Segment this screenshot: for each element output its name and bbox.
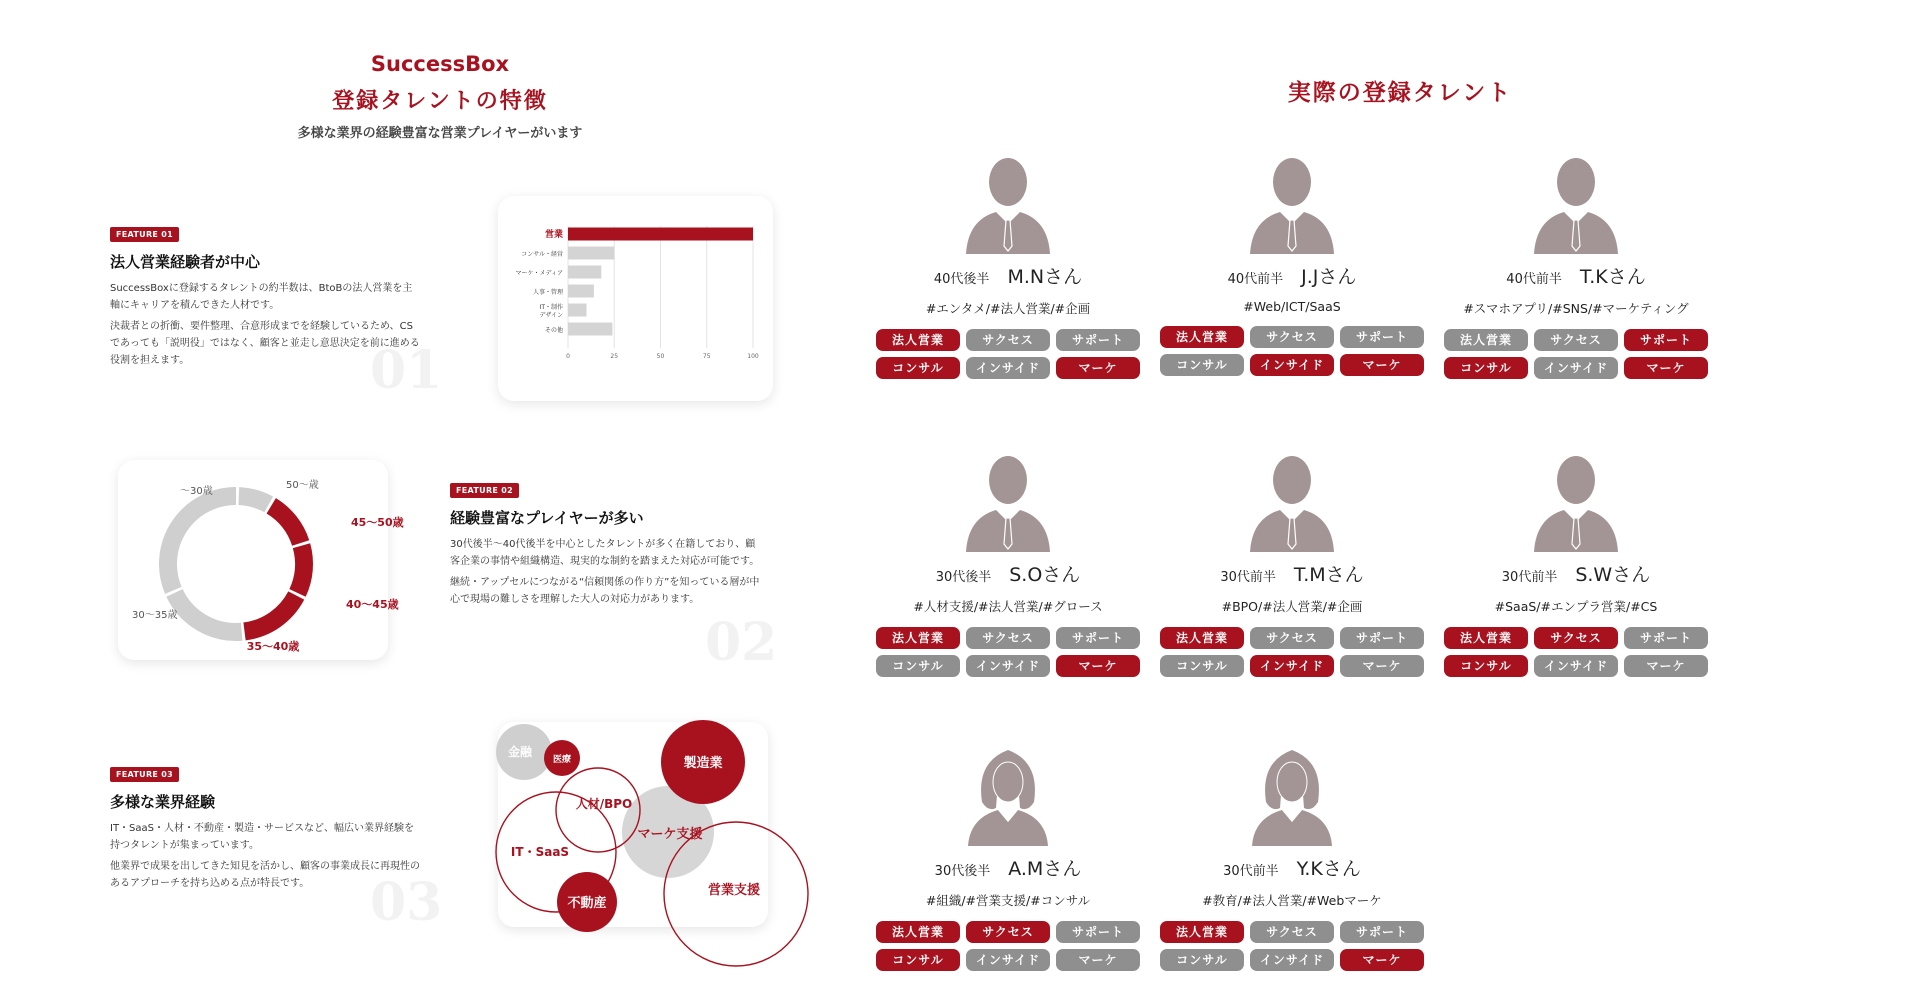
- skill-badges: [868, 329, 1148, 379]
- skill-badge: サクセス: [966, 921, 1050, 943]
- slice-label: 30〜35歳: [132, 610, 178, 621]
- feature-badge: FEATURE 03: [110, 767, 179, 782]
- category-label: コンサル・経営: [521, 251, 563, 258]
- talent-age: 30代前半: [1501, 570, 1558, 585]
- bubble-label: 人材/BPO: [575, 797, 633, 811]
- talent-name: J.Jさん: [1301, 266, 1357, 288]
- feature-number: 01: [370, 340, 443, 401]
- feature-text: 他業界で成果を出してきた知見を活かし、顧客の事業成長に再現性のあるアプローチを持ち込める点が特長です。: [110, 861, 420, 889]
- feature-title: 法人営業経験者が中心: [110, 253, 261, 271]
- skill-badge: 法人営業: [876, 627, 960, 649]
- talent-card: [868, 448, 1148, 677]
- skill-badge: サポート: [1340, 326, 1424, 348]
- bar: [568, 247, 614, 260]
- talent-age: 40代前半: [1227, 272, 1284, 287]
- feature-text: IT・SaaS・人材・不動産・製造・サービスなど、幅広い業界経験を持つタレントが集まっています。: [110, 823, 415, 851]
- donut-slice: [239, 496, 269, 504]
- talent-heading: [1152, 560, 1432, 587]
- skill-badge: マーケ: [1624, 357, 1708, 379]
- person-avatar-icon: [1242, 448, 1342, 552]
- skill-badge: 法人営業: [1444, 329, 1528, 351]
- x-tick-label: 25: [610, 353, 619, 360]
- skill-badge: サポート: [1624, 329, 1708, 351]
- section-title: 登録タレントの特徴: [332, 89, 548, 114]
- person-avatar-icon: [958, 150, 1058, 254]
- skill-badge: インサイド: [966, 357, 1050, 379]
- talent-tags: #教育/#法人営業/#Webマーケ: [1202, 893, 1382, 908]
- skill-badge: サポート: [1340, 921, 1424, 943]
- skill-badges: [868, 627, 1148, 677]
- slice-label: 50〜歳: [286, 480, 319, 491]
- avatar: [1152, 150, 1432, 262]
- category-label: デザイン: [539, 312, 563, 319]
- avatar: [868, 150, 1148, 262]
- bar: [568, 285, 594, 298]
- skill-badge: 法人営業: [1444, 627, 1528, 649]
- age-donut-chart: [118, 460, 404, 660]
- feature-number: 02: [705, 612, 778, 673]
- talent-tags: #スマホアプリ/#SNS/#マーケティング: [1463, 301, 1689, 316]
- donut-slice: [271, 506, 300, 543]
- skill-badge: コンサル: [1160, 655, 1244, 677]
- skill-badge: インサイド: [1534, 357, 1618, 379]
- person-avatar-icon: [1242, 150, 1342, 254]
- category-label: その他: [544, 327, 563, 334]
- skill-badge: サクセス: [1250, 921, 1334, 943]
- donut-slice: [174, 593, 241, 632]
- talents-title: 実際の登録タレント: [1287, 80, 1513, 106]
- person-avatar-icon: [1242, 742, 1342, 846]
- talent-name: A.Mさん: [1008, 858, 1082, 880]
- talent-heading: [1152, 262, 1432, 289]
- talent-tags: #人材支援/#法人営業/#グロース: [913, 599, 1103, 614]
- donut-slice: [168, 496, 236, 590]
- person-avatar-icon: [1526, 448, 1626, 552]
- avatar: [1436, 150, 1716, 262]
- feature-02: [450, 478, 760, 612]
- feature-number: 03: [370, 872, 443, 933]
- skill-badge: インサイド: [1250, 655, 1334, 677]
- bar: [568, 266, 601, 279]
- brand-name: SuccessBox: [370, 52, 510, 76]
- talent-tags: #SaaS/#エンプラ営業/#CS: [1494, 599, 1658, 614]
- skill-badges: [1152, 627, 1432, 677]
- bubble-label: IT・SaaS: [510, 845, 570, 859]
- skill-badge: サポート: [1340, 627, 1424, 649]
- donut-slice: [298, 546, 304, 593]
- talent-name: S.Oさん: [1009, 564, 1081, 586]
- skill-badge: マーケ: [1340, 949, 1424, 971]
- slice-label: 40〜45歳: [346, 598, 399, 611]
- skill-badge: マーケ: [1056, 357, 1140, 379]
- bar: [568, 323, 612, 336]
- feature-body: [450, 536, 760, 608]
- donut-chart-card: [118, 460, 404, 660]
- skill-badge: インサイド: [966, 655, 1050, 677]
- avatar: [1152, 742, 1432, 854]
- donut-slice: [245, 596, 297, 632]
- talent-card: [868, 742, 1148, 971]
- talent-age: 30代後半: [935, 570, 992, 585]
- talent-name: S.Wさん: [1575, 564, 1651, 586]
- person-avatar-icon: [958, 448, 1058, 552]
- skill-badge: コンサル: [876, 357, 960, 379]
- skill-badge: 法人営業: [876, 921, 960, 943]
- industry-bubble-chart: [498, 722, 768, 927]
- section-subtitle: 多様な業界の経験豊富な営業プレイヤーがいます: [297, 126, 583, 141]
- skill-badge: サポート: [1056, 921, 1140, 943]
- skill-badge: コンサル: [1444, 357, 1528, 379]
- talent-heading: [1436, 560, 1716, 587]
- bubble-label: 不動産: [567, 896, 607, 911]
- talent-heading: [1436, 262, 1716, 289]
- skill-badge: 法人営業: [1160, 326, 1244, 348]
- skill-badge: インサイド: [966, 949, 1050, 971]
- talent-age: 40代後半: [933, 272, 990, 287]
- skill-badge: 法人営業: [1160, 627, 1244, 649]
- talent-name: M.Nさん: [1007, 266, 1083, 288]
- skill-badge: サクセス: [1534, 329, 1618, 351]
- bubble-label: 製造業: [683, 756, 723, 771]
- x-tick-label: 0: [566, 353, 570, 360]
- skill-badges: [868, 921, 1148, 971]
- person-avatar-icon: [958, 742, 1058, 846]
- skill-badge: マーケ: [1056, 949, 1140, 971]
- talent-tags: #Web/ICT/SaaS: [1243, 299, 1341, 314]
- skill-badge: インサイド: [1534, 655, 1618, 677]
- slice-label: 〜30歳: [180, 486, 213, 497]
- talent-age: 30代前半: [1220, 570, 1276, 585]
- skill-badges: [1152, 326, 1432, 376]
- slice-label: 45〜50歳: [351, 516, 404, 529]
- talent-heading: [868, 560, 1148, 587]
- skill-badge: コンサル: [1160, 949, 1244, 971]
- skill-badge: インサイド: [1250, 949, 1334, 971]
- feature-title: 多様な業界経験: [110, 793, 216, 811]
- skill-badges: [1436, 627, 1716, 677]
- bar: [568, 228, 753, 241]
- talent-age: 30代後半: [934, 864, 991, 879]
- x-tick-label: 50: [656, 353, 665, 360]
- x-tick-label: 100: [747, 353, 759, 360]
- skill-badge: マーケ: [1624, 655, 1708, 677]
- feature-text: SuccessBoxに登録するタレントの約半数は、BtoBの法人営業を主軸にキャリアを積んできた人材です。: [110, 283, 413, 311]
- skill-badge: サポート: [1056, 627, 1140, 649]
- talent-tags: #エンタメ/#法人営業/#企画: [925, 301, 1091, 316]
- feature-title: 経験豊富なプレイヤーが多い: [450, 509, 644, 527]
- talent-card: [1436, 150, 1716, 379]
- bar: [568, 304, 587, 317]
- talent-name: Y.Kさん: [1296, 858, 1361, 880]
- skill-badges: [1152, 921, 1432, 971]
- skill-badge: インサイド: [1250, 354, 1334, 376]
- category-label: 人事・管理: [532, 289, 563, 296]
- skill-badge: マーケ: [1340, 354, 1424, 376]
- bar-chart: [498, 196, 773, 401]
- bar-chart-card: [498, 196, 773, 401]
- skill-badge: サクセス: [1250, 627, 1334, 649]
- talent-heading: [868, 262, 1148, 289]
- skill-badge: サポート: [1056, 329, 1140, 351]
- skill-badge: サポート: [1624, 627, 1708, 649]
- feature-text: 継続・アップセルにつながる“信頼関係の作り方”を知っている層が中心で現場の難しさを理解した大人の対応力があります。: [450, 577, 760, 605]
- skill-badge: サクセス: [1250, 326, 1334, 348]
- feature-text: 決裁者との折衝、要件整理、合意形成までを経験しているため、CSであっても「説明役」ではなく、顧客と並走し意思決定を前に進める役割を担えます。: [110, 321, 420, 366]
- talent-heading: [868, 854, 1148, 881]
- talent-heading: [1152, 854, 1432, 881]
- bubble-label: 金融: [507, 745, 533, 759]
- talent-card: [1152, 448, 1432, 677]
- category-label: IT・制作: [539, 304, 563, 311]
- category-label: マーケ・メディア: [515, 270, 563, 277]
- skill-badge: 法人営業: [1160, 921, 1244, 943]
- bubble-label: マーケ支援: [637, 827, 703, 842]
- talent-card: [1152, 742, 1432, 971]
- industry-bubbles-card: [498, 722, 768, 927]
- skill-badge: コンサル: [876, 949, 960, 971]
- skill-badge: サクセス: [1534, 627, 1618, 649]
- talent-tags: #BPO/#法人営業/#企画: [1221, 599, 1363, 614]
- talent-card: [1152, 150, 1432, 376]
- feature-badge: FEATURE 02: [450, 483, 519, 498]
- skill-badge: コンサル: [876, 655, 960, 677]
- avatar: [1436, 448, 1716, 560]
- avatar: [868, 448, 1148, 560]
- bubble-label: 営業支援: [707, 883, 761, 898]
- avatar: [1152, 448, 1432, 560]
- skill-badge: コンサル: [1160, 354, 1244, 376]
- bubble-label: 医療: [552, 755, 572, 765]
- skill-badge: マーケ: [1056, 655, 1140, 677]
- slice-label: 35〜40歳: [246, 640, 300, 653]
- skill-badge: サクセス: [966, 329, 1050, 351]
- talent-age: 40代前半: [1506, 272, 1562, 287]
- skill-badge: サクセス: [966, 627, 1050, 649]
- talent-age: 30代前半: [1223, 864, 1279, 879]
- skill-badge: 法人営業: [876, 329, 960, 351]
- feature-text: 30代後半〜40代後半を中心としたタレントが多く在籍しており、顧客企業の事情や組織構造、現実的な制約を踏まえた対応が可能です。: [450, 539, 760, 567]
- talent-tags: #組織/#営業支援/#コンサル: [925, 893, 1091, 908]
- feature-badge: FEATURE 01: [110, 227, 179, 242]
- category-label: 営業: [544, 230, 563, 240]
- talent-name: T.Mさん: [1293, 564, 1364, 586]
- skill-badge: コンサル: [1444, 655, 1528, 677]
- skill-badges: [1436, 329, 1716, 379]
- talent-card: [1436, 448, 1716, 677]
- talent-card: [868, 150, 1148, 379]
- skill-badge: マーケ: [1340, 655, 1424, 677]
- person-avatar-icon: [1526, 150, 1626, 254]
- talent-name: T.Kさん: [1579, 266, 1646, 288]
- avatar: [868, 742, 1148, 854]
- x-tick-label: 75: [702, 353, 711, 360]
